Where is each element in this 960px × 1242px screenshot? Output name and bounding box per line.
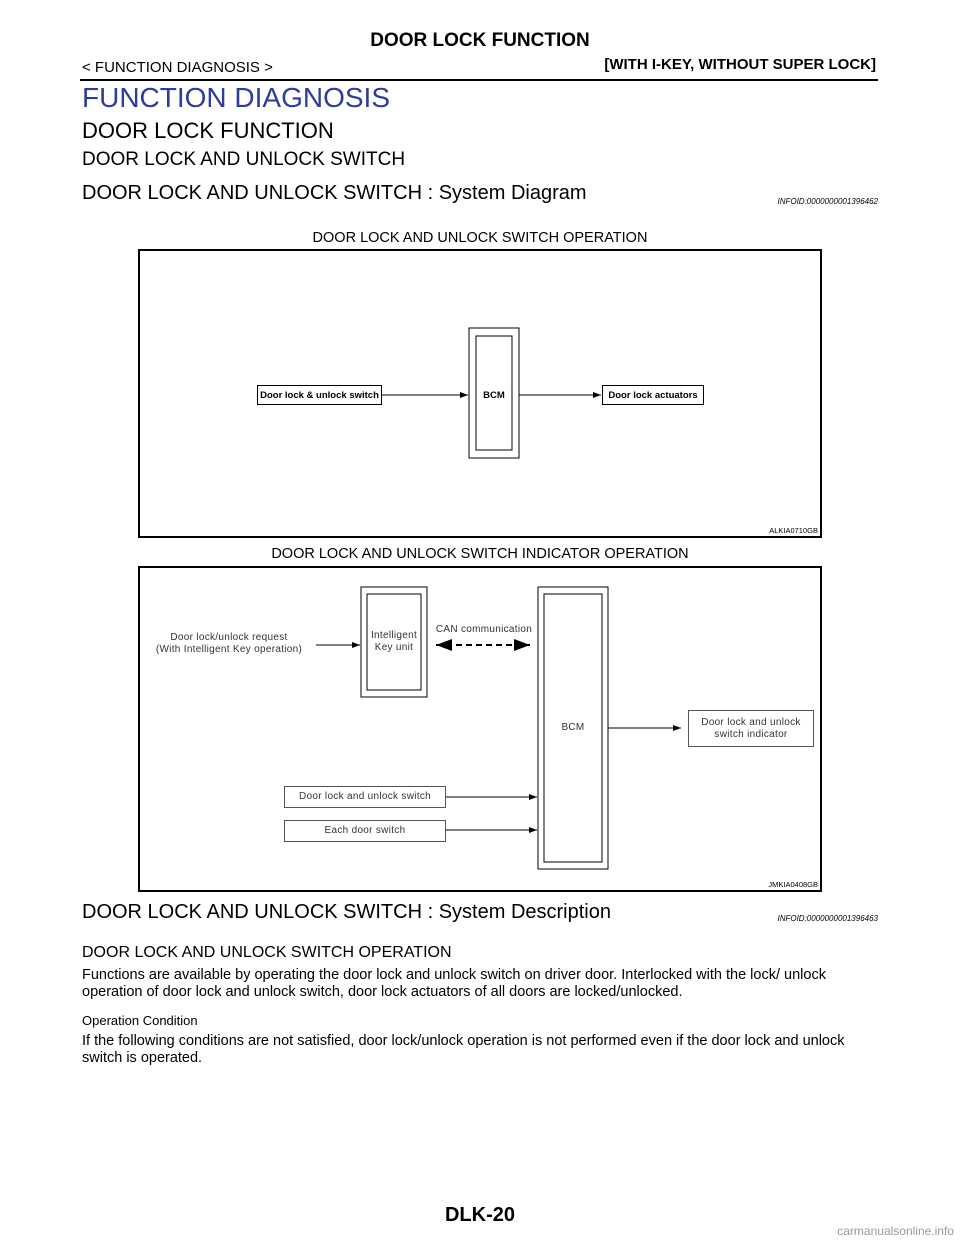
door-lock-unlock-switch-box: Door lock & unlock switch (257, 385, 382, 405)
header-variant-label: [WITH I-KEY, WITHOUT SUPER LOCK] (604, 56, 876, 73)
figure2-caption: DOOR LOCK AND UNLOCK SWITCH INDICATOR OPERATION (271, 546, 689, 562)
description-heading: DOOR LOCK AND UNLOCK SWITCH OPERATION (82, 944, 452, 961)
figure1-frame (138, 249, 822, 538)
figure1-id: ALKIA0710GB (769, 526, 818, 535)
figure2-id: JMKIA0408GB (768, 880, 818, 889)
door-lock-actuators-box: Door lock actuators (602, 385, 704, 405)
topic-title-system-description: DOOR LOCK AND UNLOCK SWITCH : System Description (82, 901, 611, 923)
can-communication-label: CAN communication (435, 624, 533, 635)
header-section-label: < FUNCTION DIAGNOSIS > (82, 59, 273, 76)
lock-request-label (142, 632, 316, 656)
indicator-line1: Door lock and unlock (701, 716, 801, 728)
bcm-label: BCM (483, 389, 505, 401)
subsection-heading: DOOR LOCK FUNCTION (82, 118, 334, 143)
header-rule (80, 79, 878, 81)
intelligent-key-unit-label (367, 630, 421, 654)
topic-infoid: INFOID:0000000001396462 (777, 197, 878, 206)
lock-request-line2: (With Intelligent Key operation) (155, 644, 303, 655)
indicator-box (688, 710, 814, 747)
header-title: DOOR LOCK FUNCTION (370, 30, 590, 51)
ikey-line2: Key unit (374, 642, 414, 653)
description-paragraph-2: If the following conditions are not satisfied, door lock/unlock operation is not performed even if the door lock and unlock switch is operated. (82, 1033, 845, 1066)
figure1-caption: DOOR LOCK AND UNLOCK SWITCH OPERATION (312, 230, 648, 246)
figure2-frame (138, 566, 822, 892)
subsubsection-heading: DOOR LOCK AND UNLOCK SWITCH (82, 149, 406, 170)
topic-infoid: INFOID:0000000001396463 (777, 914, 878, 923)
each-door-switch-box: Each door switch (284, 820, 446, 842)
description-paragraph-1: Functions are available by operating the door lock and unlock switch on driver door. Interlocked with the lock/ unlock operation of door lock and unlock switch, door lock actuators of all doors are locked/unlocked. (82, 967, 826, 1000)
door-lock-unlock-switch-box: Door lock and unlock switch (284, 786, 446, 808)
lock-request-line1: Door lock/unlock request (170, 632, 288, 643)
section-heading: FUNCTION DIAGNOSIS (82, 82, 391, 113)
operation-condition-heading: Operation Condition (82, 1013, 198, 1028)
indicator-line2: switch indicator (714, 728, 788, 740)
page-number: DLK-20 (444, 1204, 515, 1226)
bcm-label: BCM (561, 722, 585, 733)
topic-title-system-diagram: DOOR LOCK AND UNLOCK SWITCH : System Diagram (82, 182, 587, 204)
watermark-text: carmanualsonline.info (837, 1224, 954, 1238)
ikey-line1: Intelligent (370, 630, 418, 641)
